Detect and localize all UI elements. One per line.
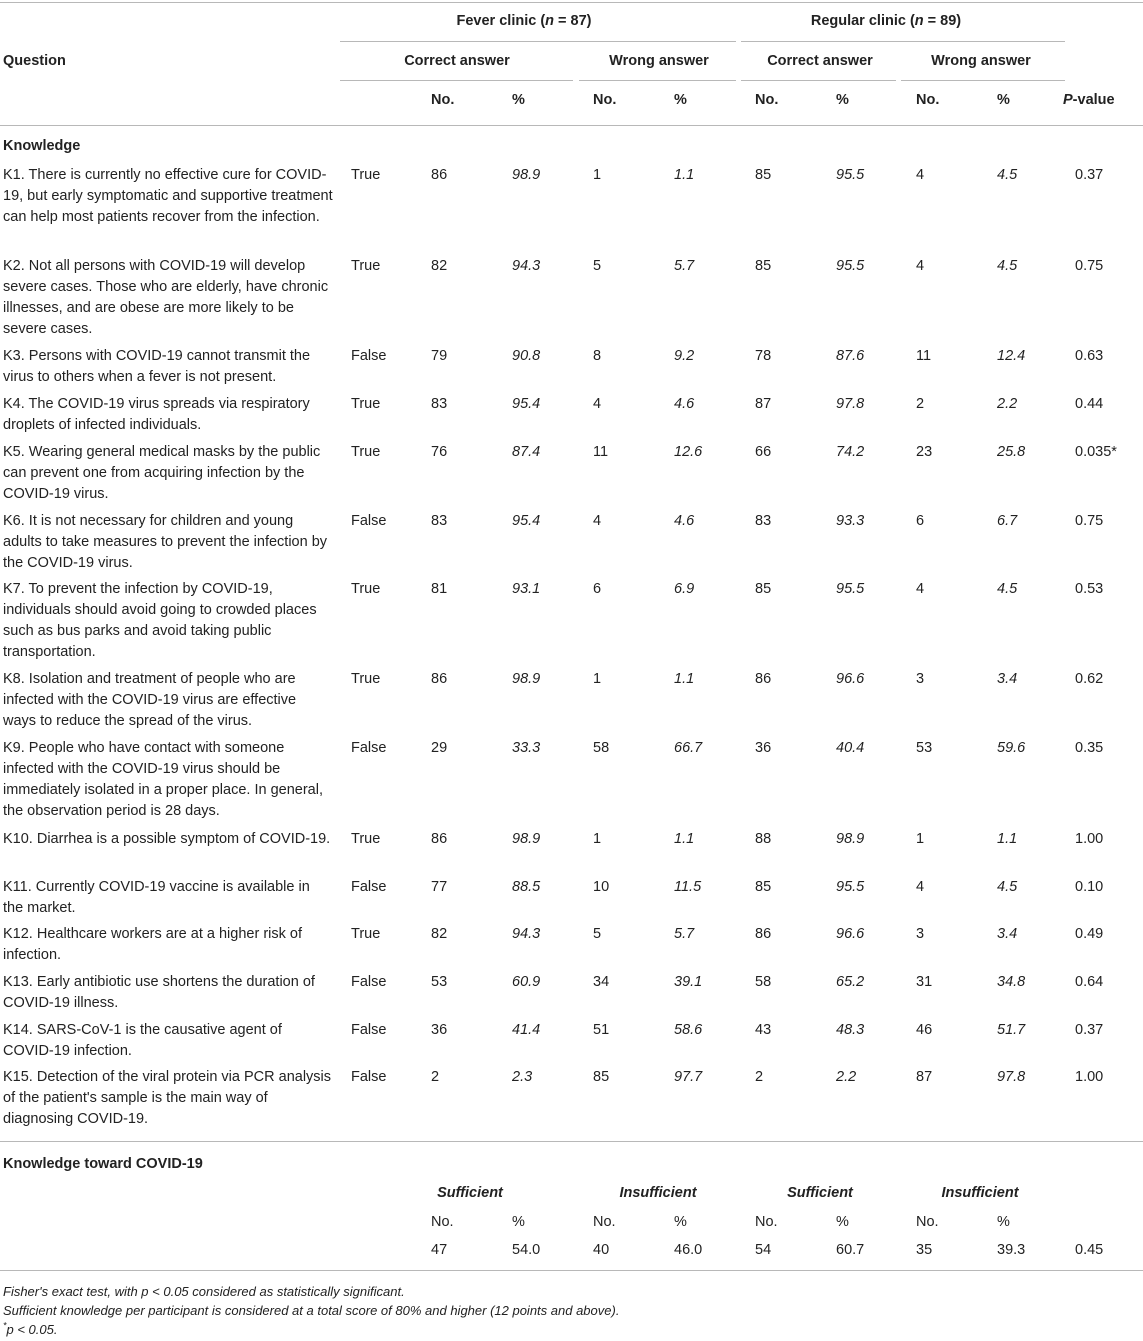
fever-group-rule [340,41,736,42]
answer-key: False [351,348,387,364]
rc-pct: 2.2 [836,1069,857,1085]
fw-no: 5 [593,258,602,274]
regular-insufficient-header: Insufficient [941,1185,1019,1201]
rc-no: 87 [755,396,772,412]
regular-correct-header: Correct answer [767,53,873,69]
fw-pct: 5.7 [674,258,695,274]
rc-pct-header: % [836,92,849,108]
fc-pct: 33.3 [512,740,541,756]
fc-no: 86 [431,167,448,183]
question-text: K6. It is not necessary for children and young adults to take measures to prevent the infection by the COVID-19 virus. [3,513,328,571]
rc-pct: 97.8 [836,396,865,412]
fc-pct: 60.9 [512,974,541,990]
answer-key: False [351,1069,387,1085]
summary-rs-no: 54 [755,1242,772,1258]
rc-pct: 65.2 [836,974,865,990]
rw-no: 4 [916,167,925,183]
rc-pct: 74.2 [836,444,865,460]
rc-pct: 95.5 [836,258,865,274]
fc-pct: 41.4 [512,1022,541,1038]
answer-key: True [351,926,381,942]
knowledge-section-title: Knowledge [3,138,81,154]
fw-pct: 4.6 [674,396,695,412]
answer-key: False [351,974,387,990]
rw-pct: 51.7 [997,1022,1026,1038]
rc-no-header: No. [755,92,779,108]
rw-pct: 4.5 [997,167,1018,183]
answer-key: True [351,167,381,183]
fc-pct: 93.1 [512,581,541,597]
rw-no: 4 [916,879,925,895]
rc-pct: 98.9 [836,831,865,847]
fc-no: 81 [431,581,448,597]
rw-no: 87 [916,1069,933,1085]
footnote-significance: *p < 0.05. [3,1320,58,1337]
fc-pct: 88.5 [512,879,541,895]
fc-pct: 98.9 [512,167,541,183]
summary-fs-no: 47 [431,1242,448,1258]
regular-correct-rule [741,80,896,81]
rw-pct: 1.1 [997,831,1018,847]
fc-no: 29 [431,740,448,756]
summary-rs-pct: 60.7 [836,1242,865,1258]
summary-fi-pct: 46.0 [674,1242,703,1258]
fc-pct: 95.4 [512,513,541,529]
summary-ri-no-header: No. [916,1214,939,1230]
question-text: K11. Currently COVID-19 vaccine is available in the market. [3,879,310,916]
fc-no: 79 [431,348,448,364]
summary-fs-pct-header: % [512,1214,525,1230]
rw-no: 2 [916,396,925,412]
p-value: 1.00 [1075,1069,1104,1085]
fc-no: 2 [431,1069,440,1085]
answer-key: False [351,1022,387,1038]
fw-no: 10 [593,879,610,895]
regular-sufficient-header: Sufficient [787,1185,853,1201]
fever-sufficient-header: Sufficient [437,1185,503,1201]
fw-no: 4 [593,396,602,412]
fw-no: 1 [593,831,602,847]
rw-pct: 3.4 [997,926,1018,942]
fw-pct: 1.1 [674,671,695,687]
rw-no: 4 [916,581,925,597]
summary-fi-no-header: No. [593,1214,616,1230]
question-text: K13. Early antibiotic use shortens the duration of COVID-19 illness. [3,974,315,1011]
rw-pct: 4.5 [997,581,1018,597]
fever-wrong-header: Wrong answer [609,53,709,69]
fc-pct: 90.8 [512,348,541,364]
p-value: 0.63 [1075,348,1104,364]
answer-key: True [351,581,381,597]
summary-rs-pct-header: % [836,1214,849,1230]
fw-pct: 39.1 [674,974,703,990]
fw-pct: 1.1 [674,167,695,183]
fw-pct: 1.1 [674,831,695,847]
fw-no: 58 [593,740,610,756]
p-value: 0.75 [1075,258,1104,274]
summary-fs-no-header: No. [431,1214,454,1230]
fw-pct: 6.9 [674,581,695,597]
rw-no: 53 [916,740,933,756]
answer-key: True [351,444,381,460]
p-value-header: P-value [1063,92,1115,108]
rc-pct: 96.6 [836,671,865,687]
fw-no-header: No. [593,92,617,108]
rc-pct: 95.5 [836,879,865,895]
fw-pct: 66.7 [674,740,703,756]
p-value: 0.35 [1075,740,1104,756]
regular-clinic-header: Regular clinic (n = 89) [810,13,962,29]
fc-pct: 94.3 [512,258,541,274]
rw-pct: 25.8 [997,444,1026,460]
rc-no: 58 [755,974,772,990]
fc-pct-header: % [512,92,525,108]
fc-no: 76 [431,444,448,460]
fc-no: 82 [431,258,448,274]
rc-pct: 95.5 [836,581,865,597]
rc-pct: 96.6 [836,926,865,942]
rc-no: 88 [755,831,772,847]
rc-no: 66 [755,444,772,460]
question-text: K10. Diarrhea is a possible symptom of COVID-19. [3,831,331,847]
p-value: 0.44 [1075,396,1104,412]
answer-key: True [351,258,381,274]
fc-no: 77 [431,879,448,895]
fw-no: 4 [593,513,602,529]
p-value: 0.62 [1075,671,1104,687]
summary-ri-no: 35 [916,1242,933,1258]
question-text: K5. Wearing general medical masks by the public can prevent one from acquiring infection by the COVID-19 virus. [3,444,321,502]
rw-no: 1 [916,831,925,847]
fever-correct-rule [340,80,573,81]
fw-no: 11 [593,444,609,460]
fw-no: 85 [593,1069,610,1085]
fw-no: 1 [593,167,602,183]
rw-pct: 59.6 [997,740,1026,756]
fw-no: 8 [593,348,602,364]
answer-key: False [351,879,387,895]
rw-no: 3 [916,926,925,942]
answer-key: False [351,513,387,529]
p-value: 0.37 [1075,167,1104,183]
question-text: K4. The COVID-19 virus spreads via respiratory droplets of infected individuals. [3,396,310,433]
fc-no: 82 [431,926,448,942]
rw-pct: 2.2 [997,396,1018,412]
rw-pct: 3.4 [997,671,1018,687]
fw-pct: 5.7 [674,926,695,942]
rw-pct: 4.5 [997,258,1018,274]
fever-clinic-header: Fever clinic (n = 87) [456,13,592,29]
fw-pct: 12.6 [674,444,703,460]
section-rule [0,1141,1143,1142]
rc-no: 85 [755,167,772,183]
rw-no: 46 [916,1022,933,1038]
fc-no: 83 [431,513,448,529]
summary-ri-pct-header: % [997,1214,1010,1230]
fc-no: 36 [431,1022,448,1038]
question-text: K3. Persons with COVID-19 cannot transmit the virus to others when a fever is not present. [3,348,311,385]
rc-no: 85 [755,258,772,274]
rc-no: 43 [755,1022,772,1038]
rc-no: 36 [755,740,772,756]
regular-wrong-header: Wrong answer [931,53,1031,69]
question-text: K2. Not all persons with COVID-19 will develop severe cases. Those who are elderly, have chronic illnesses, and are obese are more likely to be severe cases. [3,258,329,337]
question-text: K9. People who have contact with someone infected with the COVID-19 virus should be immediately isolated in a proper place. In general, the observation period is 28 days. [3,740,323,819]
fc-pct: 87.4 [512,444,541,460]
rw-no: 23 [916,444,933,460]
rc-pct: 95.5 [836,167,865,183]
summary-fi-no: 40 [593,1242,610,1258]
rw-no-header: No. [916,92,940,108]
summary-fi-pct-header: % [674,1214,687,1230]
fc-no: 83 [431,396,448,412]
p-value: 0.53 [1075,581,1104,597]
answer-key: True [351,831,381,847]
fc-no: 53 [431,974,448,990]
question-text: K7. To prevent the infection by COVID-19, individuals should avoid going to crowded places such as bus parks and avoid taking public transportation. [3,581,317,660]
rw-no: 6 [916,513,925,529]
fw-no: 6 [593,581,602,597]
question-text: K8. Isolation and treatment of people who are infected with the COVID-19 virus are effective ways to reduce the spread of the virus. [3,671,297,729]
p-value: 0.10 [1075,879,1104,895]
fever-wrong-rule [579,80,736,81]
fc-pct: 2.3 [512,1069,533,1085]
rw-no: 3 [916,671,925,687]
question-text: K14. SARS-CoV-1 is the causative agent of COVID-19 infection. [3,1022,282,1059]
fever-insufficient-header: Insufficient [619,1185,697,1201]
footnote-test: Fisher's exact test, with p < 0.05 considered as statistically significant. [3,1284,405,1299]
summary-fs-pct: 54.0 [512,1242,541,1258]
fc-no: 86 [431,671,448,687]
fc-pct: 98.9 [512,831,541,847]
fever-correct-header: Correct answer [404,53,510,69]
rc-pct: 93.3 [836,513,865,529]
fw-no: 1 [593,671,602,687]
rw-pct: 34.8 [997,974,1026,990]
fc-no-header: No. [431,92,455,108]
p-value: 0.37 [1075,1022,1104,1038]
rc-no: 85 [755,581,772,597]
rw-pct: 12.4 [997,348,1026,364]
answer-key: False [351,740,387,756]
rc-no: 83 [755,513,772,529]
answer-key: True [351,671,381,687]
summary-ri-pct: 39.3 [997,1242,1026,1258]
rc-no: 86 [755,926,772,942]
rw-pct-header: % [997,92,1010,108]
p-value: 0.75 [1075,513,1104,529]
rw-pct: 6.7 [997,513,1018,529]
rw-pct: 4.5 [997,879,1018,895]
fw-pct: 4.6 [674,513,695,529]
answer-key: True [351,396,381,412]
regular-wrong-rule [901,80,1065,81]
header-rule [0,125,1143,126]
regular-group-rule [741,41,1065,42]
p-value: 0.49 [1075,926,1104,942]
fw-pct: 58.6 [674,1022,703,1038]
bottom-rule [0,1270,1143,1271]
question-text: K1. There is currently no effective cure for COVID-19, but early symptomatic and supportive treatment can help most patients recover from the infection. [3,167,333,225]
p-value: 0.035* [1075,444,1117,460]
fc-pct: 95.4 [512,396,541,412]
rc-pct: 87.6 [836,348,865,364]
question-text: K12. Healthcare workers are at a higher risk of infection. [3,926,302,963]
rw-no: 4 [916,258,925,274]
summary-rs-no-header: No. [755,1214,778,1230]
summary-title: Knowledge toward COVID-19 [3,1156,203,1172]
fw-pct: 9.2 [674,348,695,364]
rc-no: 85 [755,879,772,895]
rc-no: 78 [755,348,772,364]
summary-p-value: 0.45 [1075,1242,1104,1258]
rc-no: 86 [755,671,772,687]
question-text: K15. Detection of the viral protein via PCR analysis of the patient's sample is the main way of diagnosing COVID-19. [3,1069,332,1127]
fw-no: 51 [593,1022,610,1038]
rc-pct: 48.3 [836,1022,865,1038]
fw-pct: 11.5 [674,879,702,895]
fw-no: 5 [593,926,602,942]
rc-pct: 40.4 [836,740,865,756]
fw-pct-header: % [674,92,687,108]
rw-no: 31 [916,974,933,990]
fw-no: 34 [593,974,610,990]
p-value: 0.64 [1075,974,1104,990]
p-value: 1.00 [1075,831,1104,847]
footnote-sufficient: Sufficient knowledge per participant is considered at a total score of 80% and higher (12 points and above). [3,1303,620,1318]
rw-pct: 97.8 [997,1069,1026,1085]
rw-no: 11 [916,348,932,364]
top-rule [0,2,1143,3]
rc-no: 2 [755,1069,764,1085]
fc-pct: 98.9 [512,671,541,687]
fc-no: 86 [431,831,448,847]
fc-pct: 94.3 [512,926,541,942]
question-header: Question [3,53,66,69]
fw-pct: 97.7 [674,1069,703,1085]
